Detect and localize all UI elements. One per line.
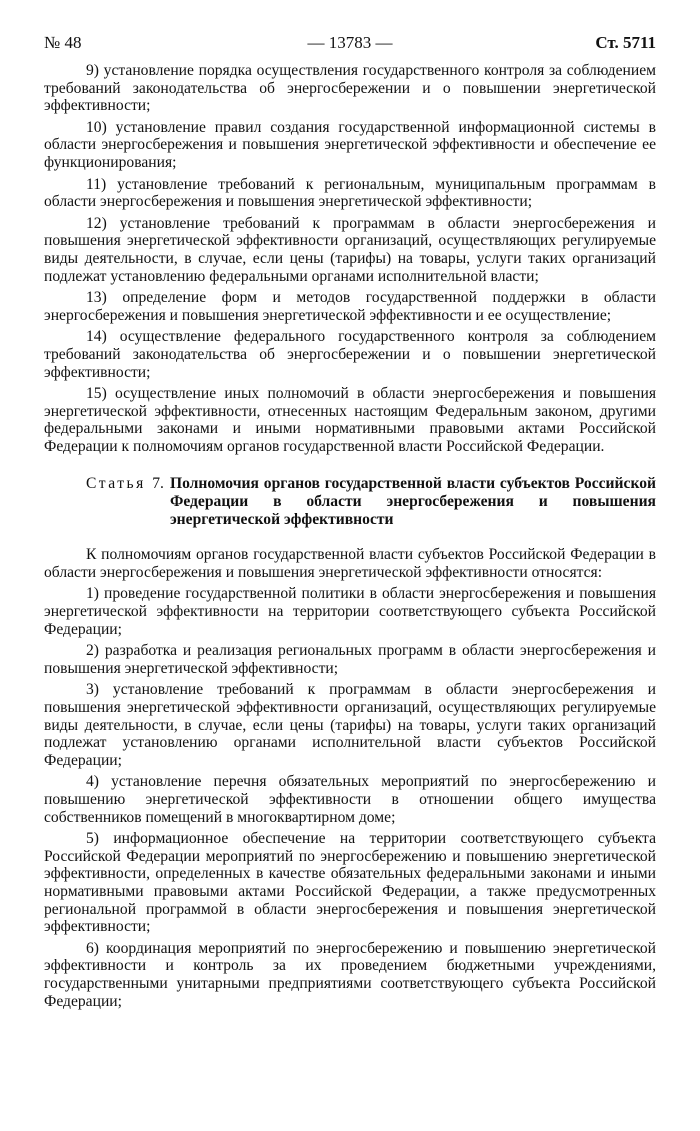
article-label <box>44 475 164 528</box>
article-reference: Ст. 5711 <box>595 33 656 52</box>
paragraph-item-10: 10) установление правил создания государственной информационной системы в области энергосбережения и повышения энергетической эффективности и обеспечение ее функционирования; <box>44 118 656 171</box>
article-title: Полномочия органов государственной власти субъектов Российской Федерации в области энергосбережения и повышения энергетической эффективности <box>169 475 656 528</box>
article-word: Статья <box>86 475 146 493</box>
paragraph-art7-item-6: 6) координация мероприятий по энергосбережению и повышению энергетической эффективности и контроль за их проведением бюджетными учреждениями, государственными унитарными предприятиями соответствующего субъекта Российской Федерации; <box>44 939 656 1010</box>
paragraph-art7-item-5: 5) информационное обеспечение на территории соответствующего субъекта Российской Федерации мероприятий по энергосбережению и повышению энергетической эффективности, определенных в качестве обязательных федеральными законами и иными нормативными правовыми актами Российской Федерации, а также предусмотренных региональной программой в области энергосбережения и повышения энергетической эффективности; <box>44 830 656 936</box>
page-header <box>44 32 656 54</box>
paragraph-art7-item-2: 2) разработка и реализация региональных программ в области энергосбережения и повышения энергетической эффективности; <box>44 642 656 677</box>
paragraph-art7-item-1: 1) проведение государственной политики в области энергосбережения и повышения энергетической эффективности на территории соответствующего субъекта Российской Федерации; <box>44 585 656 638</box>
paragraph-item-11: 11) установление требований к региональным, муниципальным программам в области энергосбережения и повышения энергетической эффективности; <box>44 175 656 211</box>
paragraph-item-9: 9) установление порядка осуществления государственного контроля за соблюдением требований законодательства об энергосбережении и о повышении энергетической эффективности; <box>44 62 656 115</box>
article-heading <box>44 475 656 528</box>
paragraph-item-13: 13) определение форм и методов государственной поддержки в области энергосбережения и повышения энергетической эффективности и ее осуществление; <box>44 289 656 324</box>
paragraph-item-14: 14) осуществление федерального государственного контроля за соблюдением требований законодательства об энергосбережении и о повышении энергетической эффективности; <box>44 328 656 381</box>
paragraph-art7-item-4: 4) установление перечня обязательных мероприятий по энергосбережению и повышению энергетической эффективности в отношении общего имущества собственников помещений в многоквартирном доме; <box>44 773 656 826</box>
article-number: 7. <box>152 475 164 493</box>
paragraph-item-12: 12) установление требований к программам в области энергосбережения и повышения энергетической эффективности организаций, осуществляющих регулируемые виды деятельности, в случае, если цены (тарифы) на товары, услуги таких организаций подлежат установлению федеральными органами исполнительной власти; <box>44 214 656 285</box>
paragraph-item-15: 15) осуществление иных полномочий в области энергосбережения и повышения энергетической эффективности, отнесенных настоящим Федеральным законом, другими федеральными законами и иными нормативными правовыми актами Российской Федерации к полномочиям органов государственной власти Российской Федерации. <box>44 385 656 455</box>
document-body <box>44 62 656 1010</box>
page-number: — 13783 — <box>307 33 393 52</box>
paragraph-art7-item-3: 3) установление требований к программам в области энергосбережения и повышения энергетической эффективности организаций, осуществляющих регулируемые виды деятельности, в случае, если цены (тарифы) на товары, услуги таких организаций подлежат установлению органами исполнительной власти субъектов Российской Федерации; <box>44 681 656 769</box>
issue-number: № 48 <box>44 33 82 52</box>
paragraph-intro: К полномочиям органов государственной власти субъектов Российской Федерации в области энергосбережения и повышения энергетической эффективности относятся: <box>44 546 656 581</box>
